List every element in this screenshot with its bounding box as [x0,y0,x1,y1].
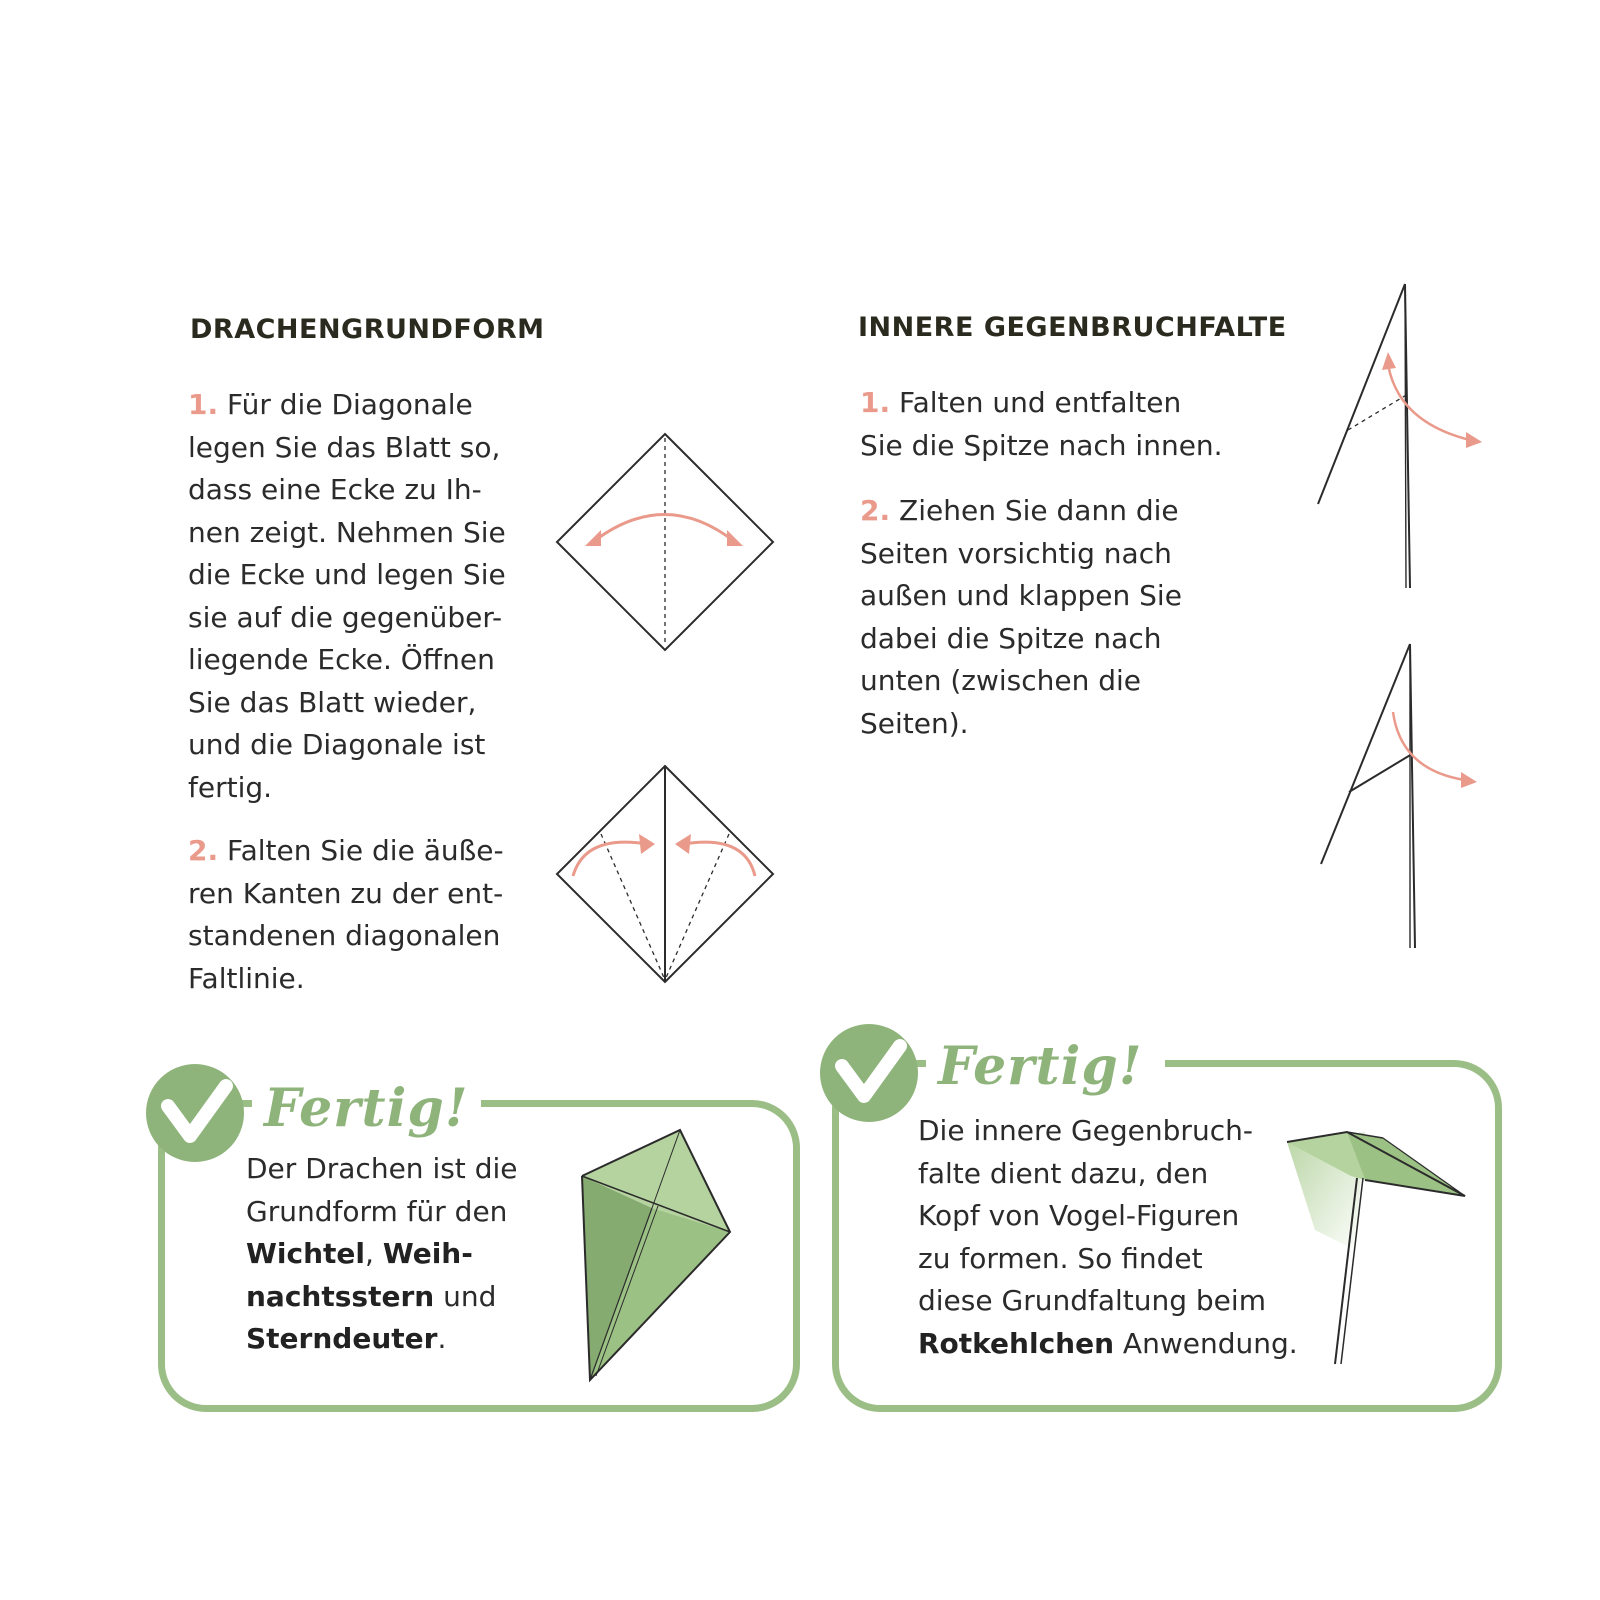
link-rotkehlchen: Rotkehlchen [918,1326,1115,1360]
check-icon [820,1024,918,1122]
check-badge-right [820,1024,918,1122]
kite-illustration [582,1128,752,1388]
diagram-reverse-fold-step-1 [1310,282,1490,592]
step-number: 1. [860,386,891,419]
right-step-2: 2. Ziehen Sie dann die Seiten vorsichtig nach außen und klappen Sie dabei die Spitze nach unten (zwischen die Seiten). [860,494,1182,740]
left-step-1: 1. Für die Diagonale legen Sie das Blatt so, dass eine Ecke zu Ih- nen zeigt. Nehmen Sie die Ecke und legen Sie sie auf die gegenüber- liegende Ecke. Öffnen Sie das Blatt wieder, und die Diagonale ist fertig. [188,388,506,804]
done-heading-left: Fertig! [252,1078,481,1139]
done-text-left: Der Drachen ist die Grundform für den Wichtel, Weih- nachtsstern und Sterndeuter. [246,1152,518,1355]
reverse-fold-illustration [1285,1120,1485,1370]
left-step-2: 2. Falten Sie die äuße- ren Kanten zu der ent- standenen diagonalen Faltlinie. [188,834,504,995]
section-title-innere-gegenbruchfalte: INNERE GEGENBRUCHFALTE [858,312,1287,343]
check-icon [146,1064,244,1162]
diagram-kite-fold [555,764,775,984]
step-number: 2. [188,834,219,867]
link-wichtel: Wichtel [246,1237,365,1270]
diagram-reverse-fold-step-2 [1315,642,1495,952]
right-step-1: 1. Falten und entfalten Sie die Spitze nach innen. [860,386,1223,462]
check-badge-left [146,1064,244,1162]
done-text-right: Die innere Gegenbruch- falte dient dazu, den Kopf von Vogel-Figuren zu formen. So findet diese Grundfaltung beim Rotkehlchen Anwendung. [918,1114,1298,1360]
step-number: 2. [860,494,891,527]
step-number: 1. [188,388,219,421]
done-heading-right: Fertig! [926,1036,1165,1097]
diagram-diagonal-fold [555,432,775,652]
section-title-drachengrundform: DRACHENGRUNDFORM [190,314,545,345]
